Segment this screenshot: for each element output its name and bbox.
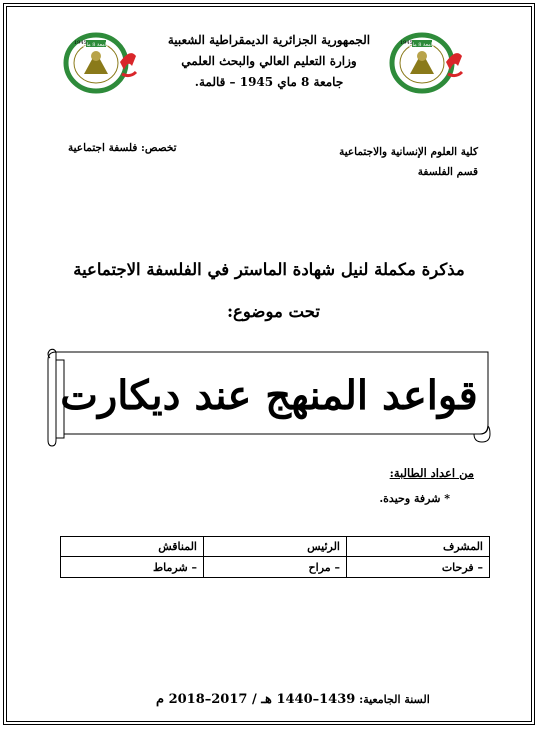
institution-header (4, 30, 534, 93)
svg-text:1945: 1945 (400, 40, 413, 46)
student-name: * شرفة وحيدة. (379, 492, 450, 505)
department-name: قسم الفلسفة (417, 166, 478, 178)
jury-president-name: – مراح (204, 557, 347, 578)
jury-examiner-name: – شرماط (61, 557, 204, 578)
jury-names-row (61, 557, 490, 578)
memo-title: مذكرة مكملة لنيل شهادة الماستر في الفلسفة الاجتماعية (73, 260, 465, 279)
academic-year-value: 1439–1440 هـ / 2017–2018 م (156, 692, 356, 707)
jury-header-supervisor: المشرف (347, 537, 490, 557)
header-university: جامعة 8 ماي 1945 – قالمة. (194, 75, 344, 89)
document-page (3, 3, 535, 725)
specialty: تخصص: فلسفة اجتماعية (68, 142, 177, 154)
prepared-by-label: من اعداد الطالبة: (389, 466, 474, 480)
academic-year (156, 692, 430, 707)
subject-label: تحت موضوع: (226, 302, 320, 321)
header-republic: الجمهورية الجزائرية الديمقراطية الشعبية (167, 33, 371, 47)
svg-text:1945: 1945 (74, 40, 87, 46)
jury-header-president: الرئيس (204, 537, 347, 557)
jury-header-examiner: المناقش (61, 537, 204, 557)
jury-header-row (61, 537, 490, 557)
header-ministry: وزارة التعليم العالي والبحث العلمي (181, 54, 357, 68)
jury-supervisor-name: – فرحات (347, 557, 490, 578)
thesis-title: قواعد المنهج عند ديكارت (60, 372, 478, 419)
svg-text:جامعة 8 ماي: جامعة 8 ماي (408, 42, 436, 48)
faculty-name: كلية العلوم الإنسانية والاجتماعية (339, 146, 478, 158)
svg-text:جامعة 8 ماي: جامعة 8 ماي (82, 42, 110, 48)
academic-year-label: السنة الجامعية: (355, 693, 430, 706)
jury-table (60, 536, 490, 578)
faculty-block (339, 142, 478, 182)
